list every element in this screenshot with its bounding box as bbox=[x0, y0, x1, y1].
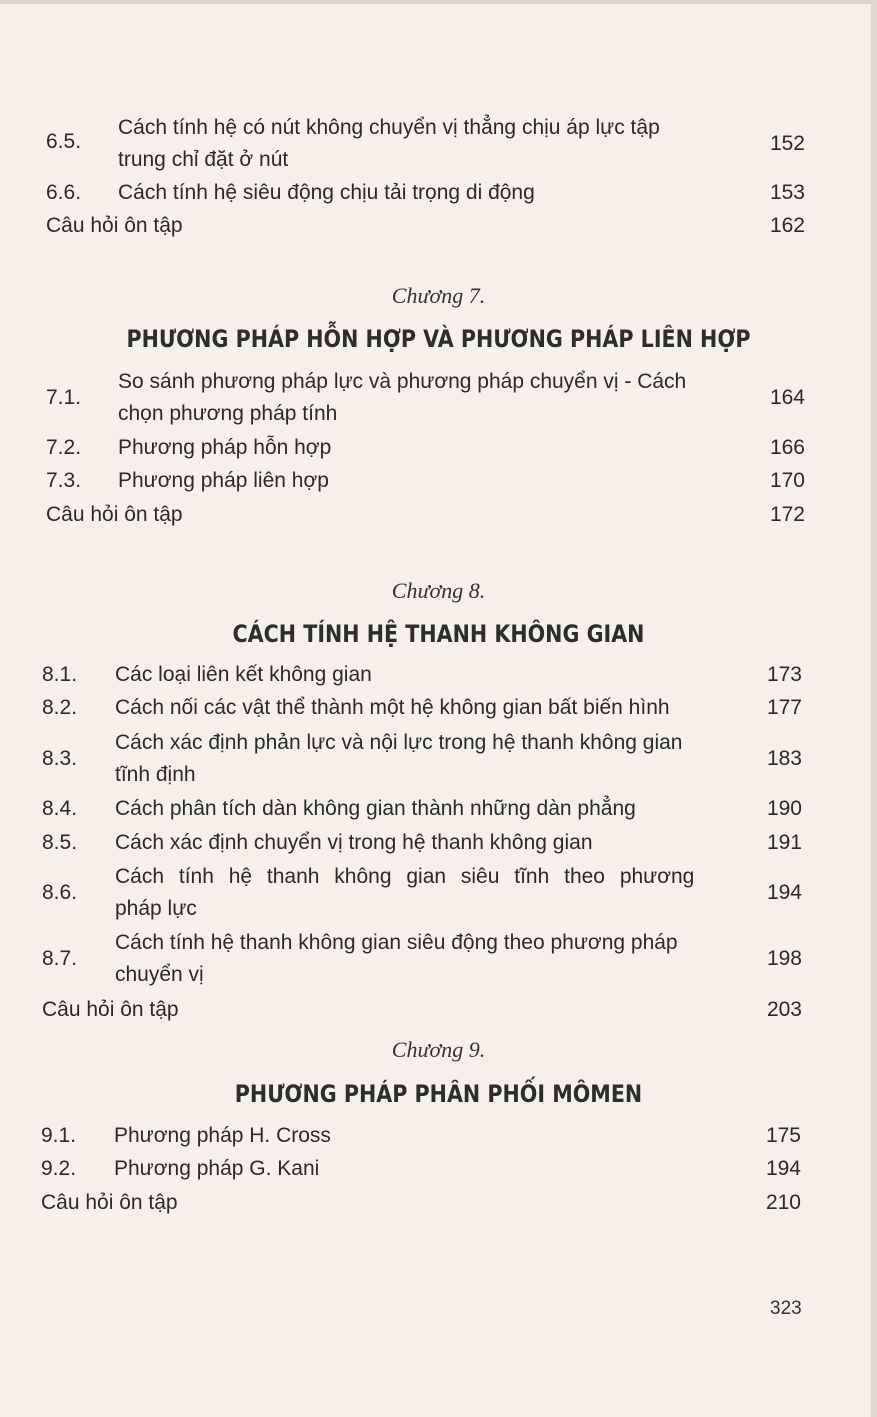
entry-number: 8.1. bbox=[42, 663, 78, 686]
entry-number: 6.5. bbox=[46, 130, 82, 153]
toc-entry-8-6 bbox=[0, 861, 877, 925]
entry-number: 8.4. bbox=[42, 797, 78, 820]
entry-page: 194 bbox=[765, 1157, 801, 1180]
entry-page: 183 bbox=[766, 747, 802, 770]
entry-title-line1: So sánh phương pháp lực và phương pháp chuyển vị - Cách bbox=[118, 370, 687, 393]
entry-title: Các loại liên kết không gian bbox=[115, 663, 372, 686]
entry-title-line2: tĩnh định bbox=[115, 763, 196, 786]
toc-review-7 bbox=[0, 499, 877, 531]
entry-number: 9.2. bbox=[41, 1157, 77, 1180]
entry-title: Cách nối các vật thể thành một hệ không gian bất biến hình bbox=[115, 696, 670, 719]
entry-title: Phương pháp G. Kani bbox=[114, 1157, 320, 1180]
chapter-8-label: Chương 8. bbox=[391, 578, 486, 603]
entry-title-line1: Cách tính hệ thanh không gian siêu động theo phương pháp bbox=[115, 931, 678, 954]
entry-page: 175 bbox=[765, 1124, 801, 1147]
toc-entry-6-6 bbox=[0, 177, 877, 209]
toc-entry-6-5 bbox=[0, 112, 877, 182]
chapter-8-title: CÁCH TÍNH HỆ THANH KHÔNG GIAN bbox=[232, 620, 645, 648]
toc-entry-7-1 bbox=[0, 366, 877, 430]
entry-page: 153 bbox=[769, 181, 805, 204]
entry-title-line1: Cách tính hệ có nút không chuyển vị thẳng chịu áp lực tập bbox=[118, 116, 660, 139]
toc-entry-8-7 bbox=[0, 927, 877, 991]
entry-title-line2: trung chỉ đặt ở nút bbox=[118, 148, 289, 171]
chapter-7-label: Chương 7. bbox=[391, 283, 486, 308]
entry-page: 162 bbox=[769, 214, 805, 237]
entry-page: 152 bbox=[769, 132, 805, 155]
entry-page: 191 bbox=[766, 831, 802, 854]
entry-title: Cách tính hệ siêu động chịu tải trọng di động bbox=[118, 181, 535, 204]
entry-page: 172 bbox=[769, 503, 805, 526]
entry-number: 8.7. bbox=[42, 947, 78, 970]
toc-entry-8-5 bbox=[0, 827, 877, 859]
review-title: Câu hỏi ôn tập bbox=[41, 1191, 178, 1214]
toc-entry-9-1 bbox=[0, 1120, 877, 1152]
entry-page: 164 bbox=[769, 386, 805, 409]
chapter-7-title: PHƯƠNG PHÁP HỖN HỢP VÀ PHƯƠNG PHÁP LIÊN HỢP bbox=[126, 325, 751, 353]
top-border bbox=[0, 0, 877, 4]
entry-number: 8.6. bbox=[42, 881, 78, 904]
entry-title-line1: Cách xác định phản lực và nội lực trong hệ thanh không gian bbox=[115, 731, 683, 754]
toc-entry-7-2 bbox=[0, 432, 877, 464]
entry-title-line2: chuyển vị bbox=[115, 963, 204, 986]
toc-entry-7-3 bbox=[0, 465, 877, 497]
entry-number: 7.1. bbox=[46, 386, 82, 409]
entry-title: Cách phân tích dàn không gian thành những dàn phẳng bbox=[115, 797, 636, 820]
entry-page: 203 bbox=[766, 998, 802, 1021]
entry-number: 8.2. bbox=[42, 696, 78, 719]
entry-page: 194 bbox=[766, 881, 802, 904]
entry-page: 190 bbox=[766, 797, 802, 820]
entry-number: 6.6. bbox=[46, 181, 82, 204]
entry-title: Phương pháp liên hợp bbox=[118, 469, 329, 492]
entry-title: Phương pháp hỗn hợp bbox=[118, 436, 332, 459]
entry-number: 9.1. bbox=[41, 1124, 77, 1147]
review-title: Câu hỏi ôn tập bbox=[46, 503, 183, 526]
review-title: Câu hỏi ôn tập bbox=[46, 214, 183, 237]
toc-review-9 bbox=[0, 1187, 877, 1219]
page-number: 323 bbox=[770, 1298, 802, 1319]
toc-entry-8-4 bbox=[0, 793, 877, 825]
entry-title-line2: pháp lực bbox=[115, 897, 197, 920]
toc-review-6 bbox=[0, 210, 877, 242]
entry-number: 8.5. bbox=[42, 831, 78, 854]
entry-title-line2: chọn phương pháp tính bbox=[118, 402, 338, 425]
chapter-9-label: Chương 9. bbox=[391, 1037, 486, 1062]
entry-page: 198 bbox=[766, 947, 802, 970]
entry-page: 166 bbox=[769, 436, 805, 459]
toc-entry-8-3 bbox=[0, 727, 877, 791]
entry-number: 7.2. bbox=[46, 436, 82, 459]
entry-title-line1: Cách tính hệ thanh không gian siêu tĩnh theo phương bbox=[115, 865, 695, 888]
entry-number: 7.3. bbox=[46, 469, 82, 492]
toc-entry-8-1 bbox=[0, 659, 877, 691]
entry-number: 8.3. bbox=[42, 747, 78, 770]
entry-page: 210 bbox=[765, 1191, 801, 1214]
entry-page: 173 bbox=[766, 663, 802, 686]
toc-entry-8-2 bbox=[0, 692, 877, 724]
toc-review-8 bbox=[0, 994, 877, 1026]
entry-title: Cách xác định chuyển vị trong hệ thanh không gian bbox=[115, 831, 593, 854]
chapter-9-title: PHƯƠNG PHÁP PHÂN PHỐI MÔMEN bbox=[234, 1080, 643, 1108]
toc-entry-9-2 bbox=[0, 1153, 877, 1185]
review-title: Câu hỏi ôn tập bbox=[42, 998, 179, 1021]
entry-page: 177 bbox=[766, 696, 802, 719]
entry-page: 170 bbox=[769, 469, 805, 492]
entry-title: Phương pháp H. Cross bbox=[114, 1124, 331, 1147]
